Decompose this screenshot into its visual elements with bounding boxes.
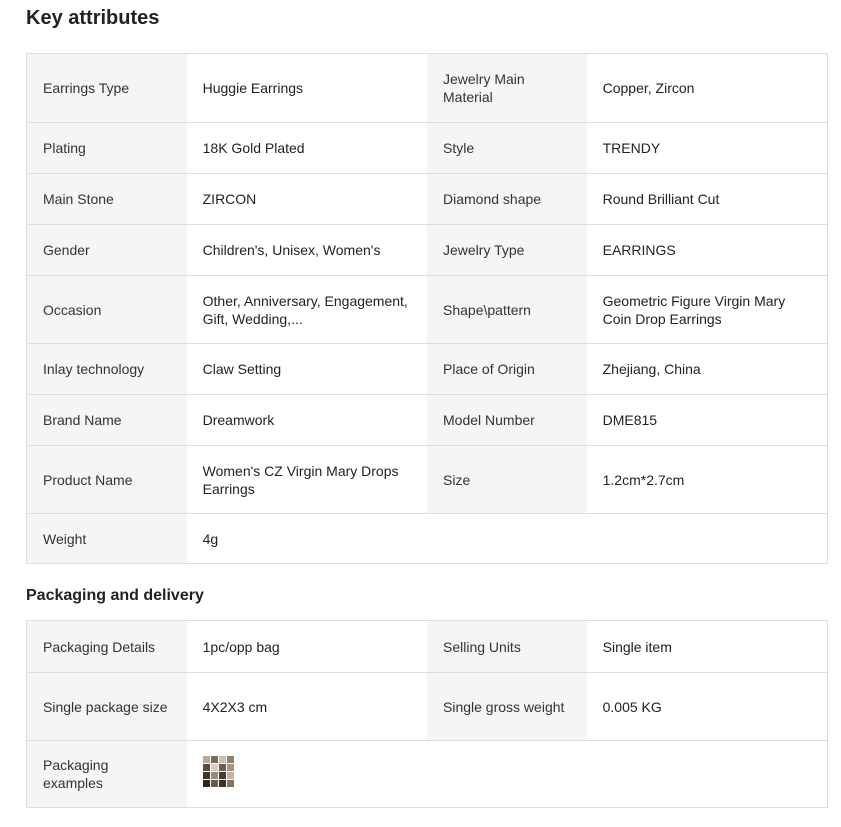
attribute-value: Copper, Zircon	[587, 54, 827, 122]
attribute-label: Gender	[27, 225, 187, 275]
packaging-table	[26, 620, 828, 808]
attribute-value	[187, 276, 427, 343]
attribute-label: Main Stone	[27, 174, 187, 224]
attribute-value	[187, 741, 427, 807]
key-attributes-heading: Key attributes	[26, 7, 160, 29]
attribute-label: Place of Origin	[427, 344, 587, 394]
attribute-label: Style	[427, 123, 587, 173]
attribute-value: 0.005 KG	[587, 673, 827, 740]
table-row	[27, 122, 827, 173]
attribute-value: Single item	[587, 621, 827, 672]
attribute-value: Zhejiang, China	[587, 344, 827, 394]
attribute-value: Claw Setting	[187, 344, 427, 394]
attribute-label: Selling Units	[427, 621, 587, 672]
packaging-example-image[interactable]	[203, 756, 234, 787]
empty-cell	[587, 514, 827, 563]
attribute-label: Product Name	[27, 446, 187, 513]
attribute-value: TRENDY	[587, 123, 827, 173]
attribute-label: Model Number	[427, 395, 587, 445]
attribute-value: Geometric Figure Virgin Mary Coin Drop Earrings	[587, 276, 827, 343]
table-row	[27, 621, 827, 672]
attribute-label: Packaging examples	[27, 741, 187, 807]
attribute-label: Plating	[27, 123, 187, 173]
attribute-value: DME815	[587, 395, 827, 445]
table-row	[27, 54, 827, 122]
attribute-value: Round Brilliant Cut	[587, 174, 827, 224]
key-attributes-table	[26, 53, 828, 564]
attribute-label: Weight	[27, 514, 187, 563]
attribute-label: Packaging Details	[27, 621, 187, 672]
attribute-label: Shape\pattern	[427, 276, 587, 343]
attribute-value: 1pc/opp bag	[187, 621, 427, 672]
attribute-label: Earrings Type	[27, 54, 187, 122]
table-row	[27, 445, 827, 513]
attribute-label: Jewelry Type	[427, 225, 587, 275]
attribute-label: Inlay technology	[27, 344, 187, 394]
attribute-label: Diamond shape	[427, 174, 587, 224]
attribute-value: ZIRCON	[187, 174, 427, 224]
packaging-heading: Packaging and delivery	[26, 587, 204, 604]
attribute-value-text: Other, Anniversary, Engagement, Gift, Wedding,...	[202, 292, 408, 327]
attribute-value: 18K Gold Plated	[187, 123, 427, 173]
attribute-label: Size	[427, 446, 587, 513]
empty-cell	[587, 741, 827, 807]
attribute-label: Single gross weight	[427, 673, 587, 740]
table-row	[27, 740, 827, 807]
attribute-label: Occasion	[27, 276, 187, 343]
attribute-value: Children's, Unisex, Women's	[187, 225, 427, 275]
attribute-value: Women's CZ Virgin Mary Drops Earrings	[187, 446, 427, 513]
table-row	[27, 343, 827, 394]
empty-cell	[427, 741, 587, 807]
attribute-value: 4g	[187, 514, 427, 563]
table-row	[27, 173, 827, 224]
attribute-value: 4X2X3 cm	[187, 673, 427, 740]
attribute-value: 1.2cm*2.7cm	[587, 446, 827, 513]
attribute-label: Brand Name	[27, 395, 187, 445]
attribute-value: EARRINGS	[587, 225, 827, 275]
table-row	[27, 513, 827, 563]
table-row	[27, 275, 827, 343]
table-row	[27, 394, 827, 445]
attribute-label: Jewelry Main Material	[427, 54, 587, 122]
table-row	[27, 672, 827, 740]
attribute-label: Single package size	[27, 673, 187, 740]
table-row	[27, 224, 827, 275]
empty-cell	[427, 514, 587, 563]
attribute-value: Huggie Earrings	[187, 54, 427, 122]
attribute-value: Dreamwork	[187, 395, 427, 445]
